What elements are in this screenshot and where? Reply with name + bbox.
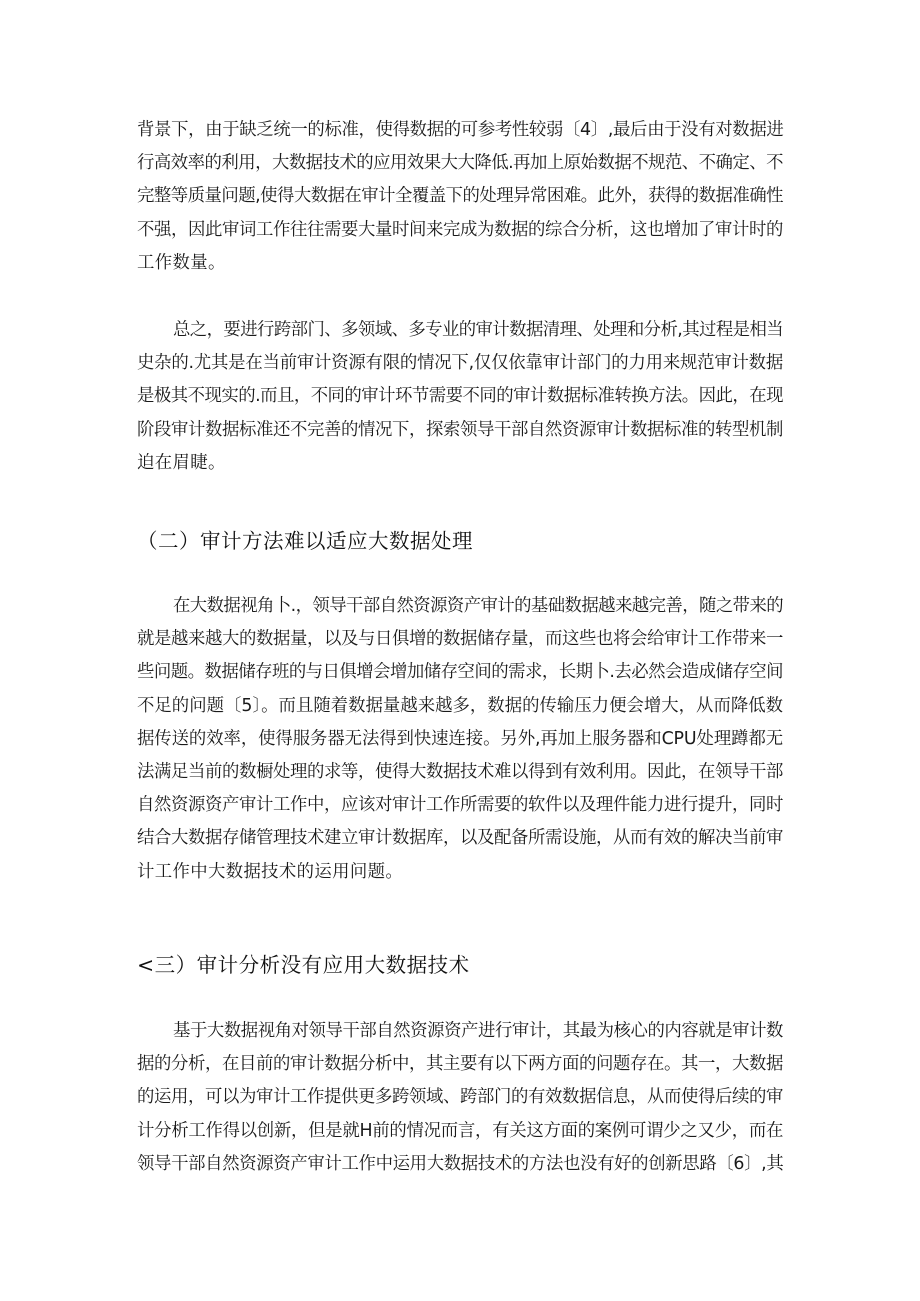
paragraph-line: 结合大数据存储管理技术建立审计数据库，以及配备所需设施，从而有效的解决当前审: [137, 828, 783, 849]
paragraph-line: 计工作中大数据技术的运用问题。: [137, 861, 404, 882]
paragraph-3: [137, 590, 783, 889]
paragraph-line: 法满足当前的数橱处理的求等，使得大数据技术难以得到有效利用。因此，在领导干部: [137, 762, 783, 783]
paragraph-line: 阶段审计数据标准还不完善的情况下，探索领导干部自然资源审计数据标准的转型机制: [137, 419, 783, 440]
paragraph-line: 自然资源资产审计工作中，应该对审计工作所需要的软件以及理件能力进行提升，同时: [137, 795, 783, 816]
paragraph-line: 在大数据视角卜.，领导干部自然资源资产审计的基础数据越来越完善，随之带来的: [173, 596, 783, 616]
paragraph-line: 行高效率的利用，大数据技术的应用效果大大降低.再加上原始数据不规范、不确定、不: [137, 153, 783, 174]
paragraph-line: 完整等质量问题,使得大数据在审计全覆盖下的处理异常困难。此外，获得的数据准确性: [137, 186, 783, 207]
paragraph-line: 基于大数据视角对领导干部自然资源资产进行审计，其最为核心的内容就是审计数: [173, 1021, 783, 1041]
paragraph-line: 史杂的.尤其是在当前审计资源有限的情况下,仅仅依靠审计部门的力用来规范审计数据: [137, 353, 783, 374]
paragraph-line: 据的分析，在目前的审计数据分析中，其主要有以下两方面的问题存在。其一，大数据: [137, 1054, 783, 1075]
paragraph-line: 些问题。数据储存班的与日俱增会增加储存空间的需求，长期卜.去必然会造成储存空间: [137, 662, 783, 683]
paragraph-line: 计分析工作得以创新，但是就H前的情况而言，有关这方面的案例可谓少之又少，而在: [137, 1120, 783, 1141]
paragraph-4: [137, 1015, 783, 1181]
paragraph-2: [137, 314, 783, 480]
paragraph-line: 领导干部自然资源资产审计工作中运用大数据技术的方法也没有好的创新思路〔6〕,其: [137, 1153, 784, 1174]
paragraph-line: 背景下，由于缺乏统一的标准，使得数据的可参考性较弱〔4〕,最后由于没有对数据进: [137, 120, 784, 140]
paragraph-line: 是极其不现实的.而且，不同的审计环节需要不同的审计数据标准转换方法。因此，在现: [137, 386, 783, 407]
section-heading-2: （二）审计方法难以适应大数据处理: [137, 529, 473, 553]
paragraph-line: 的运用，可以为审计工作提供更多跨领域、跨部门的有效数据信息，从而使得后续的审: [137, 1087, 783, 1108]
paragraph-line: 就是越来越大的数据量，以及与日俱增的数据储存量，而这些也将会给审计工作带来一: [137, 629, 783, 650]
paragraph-line: 迫在眉睫。: [137, 452, 226, 473]
paragraph-line: 工作数量。: [137, 252, 226, 273]
paragraph-line: 不强，因此审词工作往往需要大量时间来完成为数据的综合分析，这也增加了审计时的: [137, 219, 783, 240]
section-heading-3: <三）审计分析没有应用大数据技术: [137, 953, 470, 977]
paragraph-1: [137, 114, 783, 280]
paragraph-line: 据传送的效率，使得服务器无法得到快速连接。另外,再加上服务器和CPU处理蹲都无: [137, 728, 783, 749]
paragraph-line: 总之，要进行跨部门、多领域、多专业的审计数据清理、处理和分析,其过程是相当: [173, 320, 783, 340]
paragraph-line: 不足的问题〔5〕。而且随着数据量越来越多，数据的传输压力便会增大，从而降低数: [137, 695, 783, 716]
